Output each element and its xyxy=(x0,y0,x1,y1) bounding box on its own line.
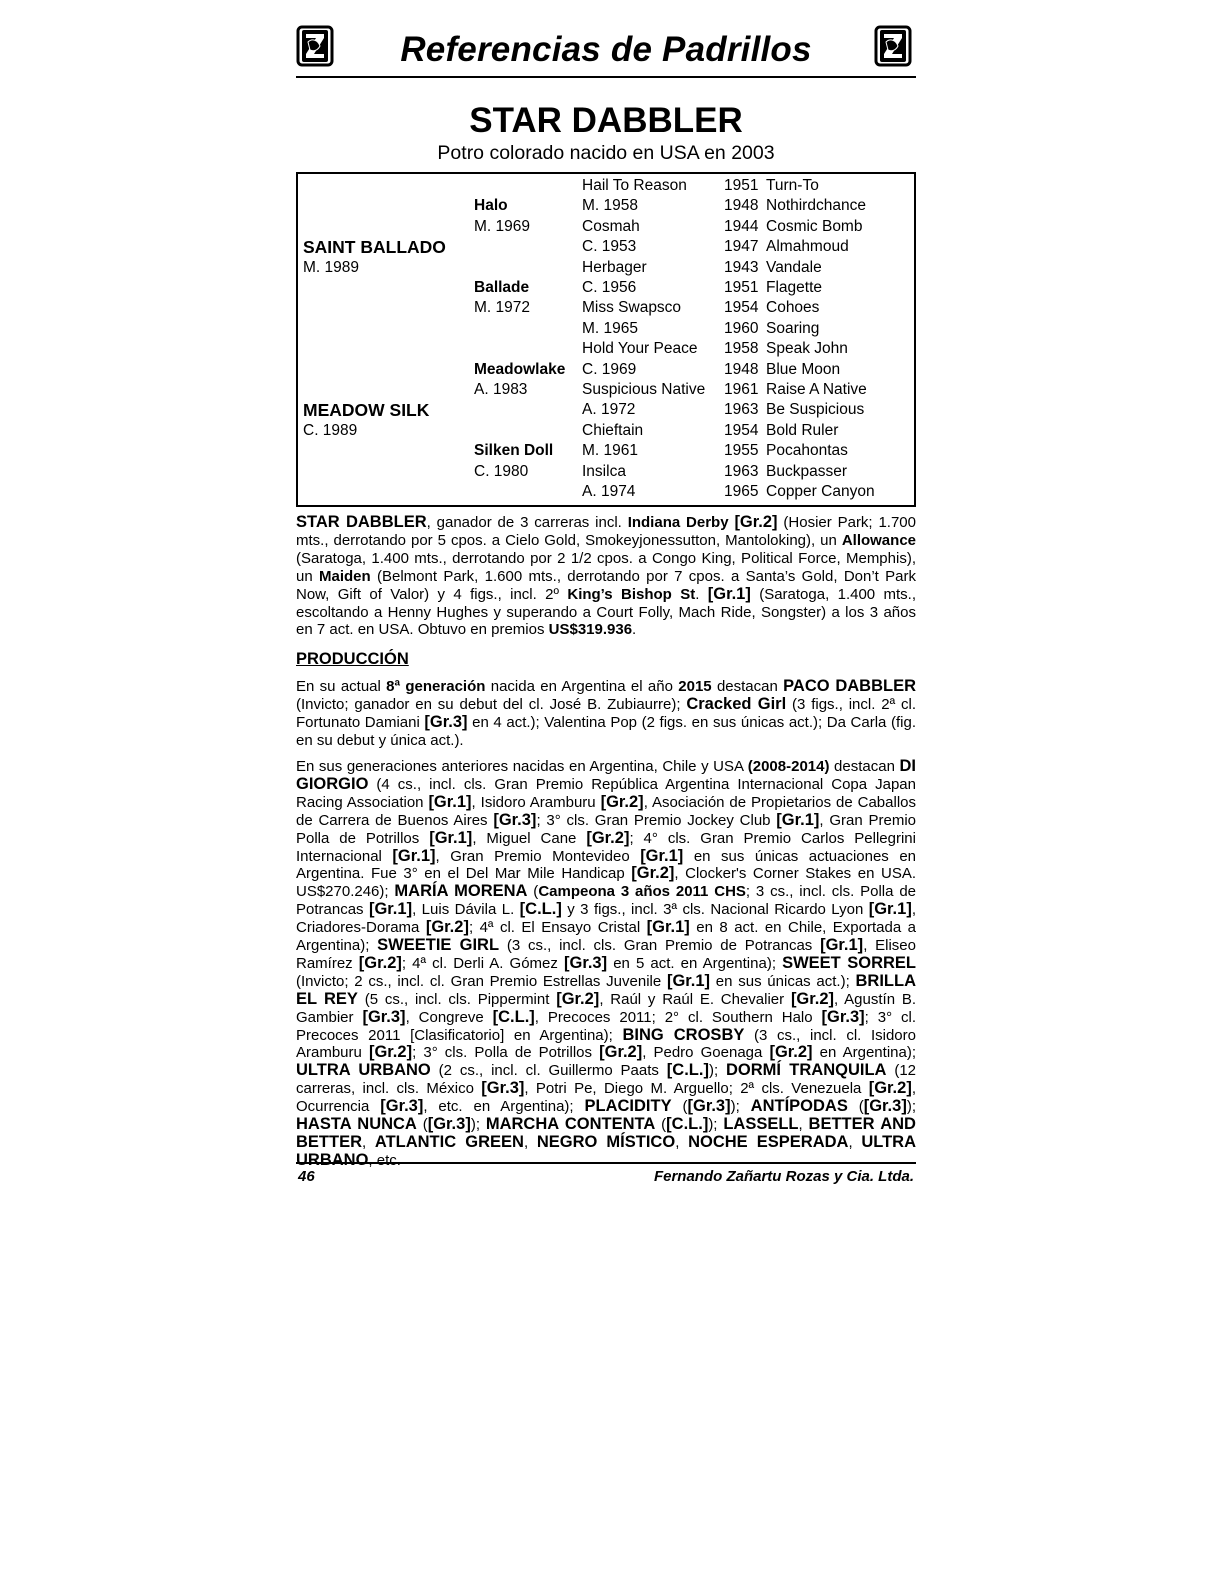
production-paragraph: En su actual 8ª generación nacida en Argentina el año 2015 destacan PACO DABBLER (Invicto; ganador en su debut del cl. José B. Zubiaurre); Cracked Girl (3 figs., incl. 2ª cl. Fortunato Damiani [Gr.3] en 4 act.); Valentina Pop (2 figs. en sus únicas act.); Da Carla (fig. en su debut y única act.). xyxy=(296,677,916,750)
pedigree-row xyxy=(298,462,914,482)
pedigree-row xyxy=(298,400,914,420)
pedigree-row xyxy=(298,441,914,461)
pedigree-great-grandparent: C. 1969 xyxy=(582,360,637,378)
pedigree-grandparent: C. 1980 xyxy=(474,462,529,480)
pedigree-year: 1958 xyxy=(724,340,759,358)
pedigree-row xyxy=(298,237,914,257)
pedigree-row xyxy=(298,196,914,216)
pedigree-ancestor: Blue Moon xyxy=(766,360,841,378)
pedigree-grandparent: Halo xyxy=(474,197,508,215)
pedigree-year: 1960 xyxy=(724,319,759,337)
pedigree-row xyxy=(298,258,914,278)
career-paragraph: STAR DABBLER, ganador de 3 carreras incl. Indiana Derby [Gr.2] (Hosier Park; 1.700 mts., derrotando por 5 cpos. a Cielo Gold, Smokeyjonessutton, Mantoloking), un Allowance (Saratoga, 1.400 mts., derrotando por 2 1/2 cpos. a Congo King, Political Force, Memphis), un Maiden (Belmont Park, 1.600 mts., derrotando por 7 cpos. a Santa’s Gold, Don’t Park Now, Gift of Valor) y 4 figs., incl. 2º King’s Bishop St. [Gr.1] (Saratoga, 1.400 mts., escoltando a Henny Hughes y superando a Court Folly, Mach Ride, Songster) a los 3 años en 7 act. en USA. Obtuvo en premios US$319.936. xyxy=(296,513,917,639)
pedigree-ancestor: Flagette xyxy=(766,279,823,296)
pedigree-row xyxy=(298,339,914,359)
pedigree-great-grandparent: M. 1965 xyxy=(582,319,639,337)
pedigree-year: 1954 xyxy=(724,421,759,439)
pedigree-great-grandparent: Cosmah xyxy=(582,217,640,235)
pedigree-row xyxy=(298,278,914,298)
pedigree-year: 1951 xyxy=(724,279,759,296)
pedigree-ancestor: Be Suspicious xyxy=(766,401,865,419)
pedigree-year: 1948 xyxy=(724,360,759,378)
pedigree-ancestor: Copper Canyon xyxy=(766,483,875,500)
page-footer xyxy=(296,1162,916,1188)
page xyxy=(296,20,917,1185)
pedigree-year: 1955 xyxy=(724,442,759,460)
pedigree-sire-dam: C. 1989 xyxy=(303,421,358,439)
pedigree-great-grandparent: Hold Your Peace xyxy=(582,340,698,358)
pedigree-great-grandparent: A. 1972 xyxy=(582,401,636,419)
pedigree-year: 1965 xyxy=(724,483,759,500)
pedigree-ancestor: Soaring xyxy=(766,319,820,337)
pedigree-ancestor: Nothirdchance xyxy=(766,197,866,215)
pedigree-great-grandparent: Hail To Reason xyxy=(582,177,687,194)
horse-name: STAR DABBLER xyxy=(469,101,743,140)
page-header xyxy=(296,20,916,78)
pedigree-sire-dam: SAINT BALLADO xyxy=(303,237,446,258)
pedigree-ancestor: Almahmoud xyxy=(766,238,849,256)
pedigree-table xyxy=(296,172,916,507)
pedigree-great-grandparent: C. 1953 xyxy=(582,238,637,256)
pedigree-year: 1948 xyxy=(724,197,759,215)
horse-description: Potro colorado nacido en USA en 2003 xyxy=(437,142,775,164)
pedigree-ancestor: Buckpasser xyxy=(766,462,847,480)
pedigree-year: 1961 xyxy=(724,381,759,398)
pedigree-row xyxy=(298,298,914,318)
pedigree-great-grandparent: Miss Swapsco xyxy=(582,299,682,317)
publisher-name: Fernando Zañartu Rozas y Cia. Ltda. xyxy=(653,1168,914,1185)
section-heading-produccion: PRODUCCIÓN xyxy=(296,650,409,669)
pedigree-row xyxy=(298,380,914,400)
page-number: 46 xyxy=(298,1168,315,1185)
pedigree-year: 1943 xyxy=(724,258,759,276)
pedigree-great-grandparent: Suspicious Native xyxy=(582,381,706,398)
pedigree-great-grandparent: C. 1956 xyxy=(582,279,637,296)
pedigree-ancestor: Bold Ruler xyxy=(766,421,839,439)
pedigree-year: 1963 xyxy=(724,462,759,480)
pedigree-row xyxy=(298,176,914,196)
pedigree-ancestor: Raise A Native xyxy=(766,381,867,398)
pedigree-year: 1954 xyxy=(724,299,759,317)
pedigree-row xyxy=(298,319,914,339)
pedigree-great-grandparent: Herbager xyxy=(582,258,647,276)
pedigree-grandparent: A. 1983 xyxy=(474,381,528,398)
pedigree-sire-dam: M. 1989 xyxy=(303,258,360,276)
pedigree-grandparent: M. 1969 xyxy=(474,217,531,235)
pedigree-grandparent: Meadowlake xyxy=(474,360,566,378)
pedigree-great-grandparent: A. 1974 xyxy=(582,483,636,500)
pedigree-ancestor: Cohoes xyxy=(766,299,820,317)
pedigree-great-grandparent: M. 1961 xyxy=(582,442,639,460)
pedigree-row xyxy=(298,482,914,502)
pedigree-great-grandparent: Insilca xyxy=(582,462,626,480)
pedigree-great-grandparent: Chieftain xyxy=(582,421,644,439)
pedigree-year: 1944 xyxy=(724,217,759,235)
pedigree-grandparent: Silken Doll xyxy=(474,442,554,460)
pedigree-ancestor: Vandale xyxy=(766,258,822,276)
pedigree-grandparent: Ballade xyxy=(474,279,530,296)
pedigree-sire-dam: MEADOW SILK xyxy=(303,400,430,421)
pedigree-year: 1963 xyxy=(724,401,759,419)
pedigree-ancestor: Pocahontas xyxy=(766,442,848,460)
pedigree-great-grandparent: M. 1958 xyxy=(582,197,639,215)
header-title: Referencias de Padrillos xyxy=(400,30,812,69)
pedigree-grandparent: M. 1972 xyxy=(474,299,531,317)
pedigree-row xyxy=(298,421,914,441)
pedigree-ancestor: Turn-To xyxy=(766,177,819,194)
pedigree-ancestor: Speak John xyxy=(766,340,848,358)
pedigree-year: 1951 xyxy=(724,177,759,194)
pedigree-year: 1947 xyxy=(724,238,759,256)
pedigree-row xyxy=(298,360,914,380)
pedigree-row xyxy=(298,217,914,237)
horse-head-logo-icon xyxy=(874,24,914,68)
previous-generations-paragraph: En sus generaciones anteriores nacidas en Argentina, Chile y USA (2008-2014) destacan DI GIORGIO (4 cs., incl. cls. Gran Premio República Argentina Internacional Copa Japan Racing Association [Gr.1], Isidoro Aramburu [Gr.2], Asociación de Propietarios de Caballos de Carrera de Buenos Aires [Gr.3]; 3° cls. Gran Premio Jockey Club [Gr.1], Gran Premio Polla de Potrillos [Gr.1], Miguel Cane [Gr.2]; 4° cls. Gran Premio Carlos Pellegrini Internacional [Gr.1], Gran Premio Montevideo [Gr.1] en sus únicas actuaciones en Argentina. Fue 3° en el Del Mar Mile Handicap [Gr.2], Clocker's Corner Stakes en USA. US$270.246); MARÍA MORENA (Campeona 3 años 2011 CHS; 3 cs., incl. cls. Polla de Potrancas [Gr.1], Luis Dávila L. [C.L.] y 3 figs., incl. 3ª cls. Nacional Ricardo Lyon [Gr.1], Criadores-Dorama [Gr.2]; 4ª cl. El Ensayo Cristal [Gr.1] en 8 act. en Chile, Exportada a Argentina); SWEETIE GIRL (3 cs., incl. cls. Gran Premio de Potrancas [Gr.1], Eliseo Ramírez [Gr.2]; 4ª cl. Derli A. Gómez [Gr.3] en 5 act. en Argentina); SWEET SORREL (Invicto; 2 cs., incl. cl. Gran Premio Estrellas Juvenile [Gr.1] en sus únicas act.); BRILLA EL REY (5 cs., incl. cls. Pippermint [Gr.2], Raúl y Raúl E. Chevalier [Gr.2], Agustín B. Gambier [Gr.3], Congreve [C.L.], Precoces 2011; 2° cl. Southern Halo [Gr.3]; 3° cl. Precoces 2011 [Clasificatorio] en Argentina); BING CROSBY (3 cs., incl. cl. Isidoro Aramburu [Gr.2]; 3° cls. Polla de Potrillos [Gr.2], Pedro Goenaga [Gr.2] en Argentina); ULTRA URBANO (2 cs., incl. cl. Guillermo Paats [C.L.]); DORMÍ TRANQUILA (12 carreras, incl. cls. México [Gr.3], Potri Pe, Diego M. Arguello; 2ª cls. Venezuela [Gr.2], Ocurrencia [Gr.3], etc. en Argentina); PLACIDITY ([Gr.3]); ANTÍPODAS ([Gr.3]); HASTA NUNCA ([Gr.3]); MARCHA CONTENTA ([C.L.]); LASSELL, BETTER AND BETTER, ATLANTIC GREEN, NEGRO MÍSTICO, NOCHE ESPERADA, ULTRA URBANO, etc. xyxy=(296,756,917,1169)
pedigree-ancestor: Cosmic Bomb xyxy=(766,217,863,235)
